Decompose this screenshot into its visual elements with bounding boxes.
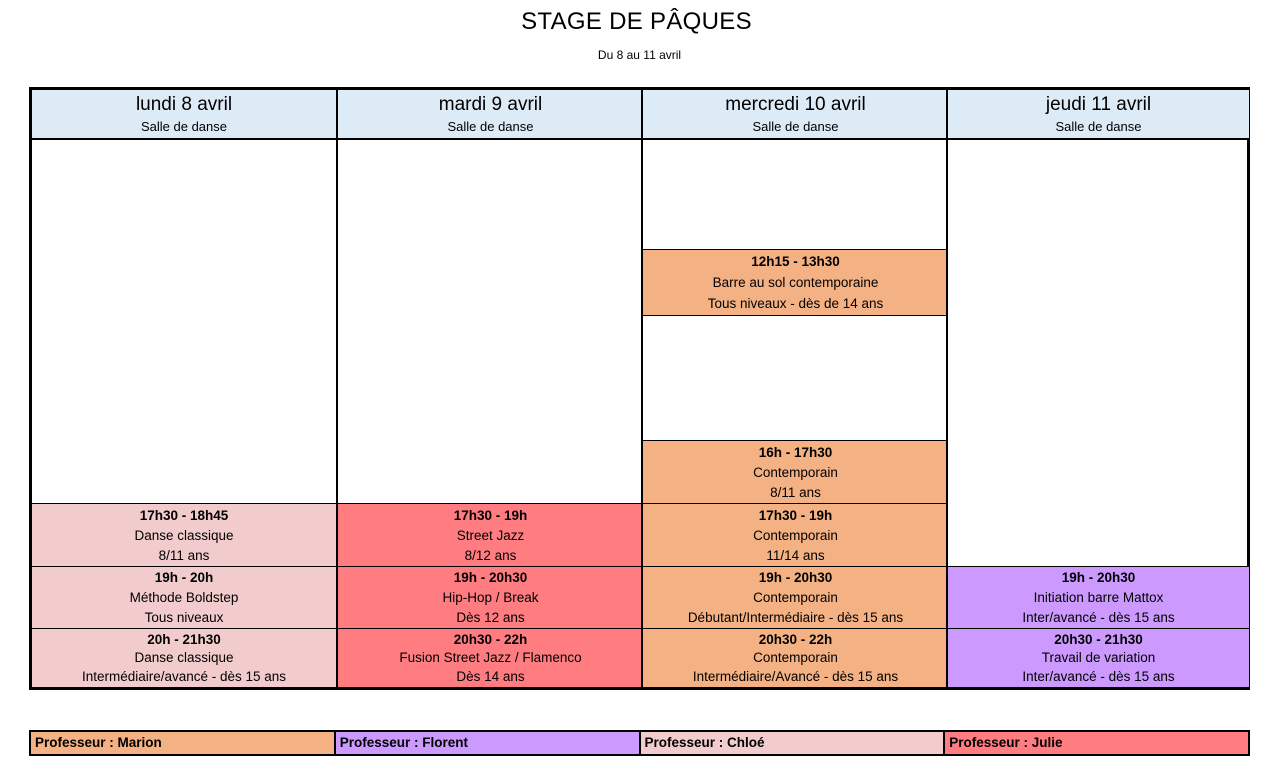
day-name: lundi 8 avril [135,94,233,115]
session-time: 20h30 - 22h [453,631,528,647]
day-header [338,90,643,140]
session-time: 20h30 - 21h30 [1054,631,1143,647]
session-level: Dès 14 ans [456,669,525,685]
session-course: Fusion Street Jazz / Flamenco [399,650,582,666]
session-course: Hip-Hop / Break [442,589,539,605]
session-time: 19h - 20h30 [453,570,528,586]
day-column-jeudi [946,90,1249,687]
legend-item-julie: Professeur : Julie [943,732,1248,754]
day-room: Salle de danse [1055,119,1142,134]
session-course: Barre au sol contemporaine [712,275,879,290]
day-column-lundi [32,90,336,687]
session-cell [643,440,948,503]
day-name: mardi 9 avril [438,94,543,115]
session-time: 20h30 - 22h [758,631,833,647]
day-header [32,90,336,140]
session-cell [32,628,336,687]
session-course: Danse classique [134,527,234,543]
day-name: mercredi 10 avril [725,94,866,115]
session-cell [32,503,336,566]
session-course: Méthode Boldstep [129,589,239,605]
day-header [948,90,1249,140]
session-course: Initiation barre Mattox [1033,589,1164,605]
session-cell [338,566,643,628]
session-course: Danse classique [134,650,234,666]
session-time: 17h30 - 19h [758,507,833,523]
day-room: Salle de danse [447,119,534,134]
session-cell [643,503,948,566]
session-time: 12h15 - 13h30 [751,254,840,269]
session-level: 11/14 ans [766,547,825,563]
session-level: Intermédiaire/avancé - dès 15 ans [81,669,287,685]
day-room: Salle de danse [140,119,227,134]
session-time: 19h - 20h [154,570,214,586]
legend-item-florent: Professeur : Florent [334,732,639,754]
session-level: 8/12 ans [464,547,517,563]
session-level: 8/11 ans [158,547,210,563]
day-header [643,90,948,140]
session-level: Débutant/Intermédiaire - dès 15 ans [687,609,904,625]
session-course: Contemporain [753,464,838,480]
session-course: Contemporain [753,650,838,666]
day-room: Salle de danse [752,119,839,134]
session-cell [948,566,1249,628]
day-column-mardi [336,90,643,687]
session-cell [32,566,336,628]
day-name: jeudi 11 avril [1045,94,1152,115]
session-course: Contemporain [753,527,838,543]
session-level: Tous niveaux [144,609,224,625]
session-time: 20h - 21h30 [147,631,221,647]
session-time: 17h30 - 18h45 [139,507,229,523]
session-course: Travail de variation [1041,650,1156,666]
session-level: Intermédiaire/Avancé - dès 15 ans [692,669,899,685]
session-level: Inter/avancé - dès 15 ans [1022,669,1175,685]
session-cell [338,628,643,687]
legend-item-chloe: Professeur : Chloé [639,732,944,754]
session-cell [643,249,948,316]
session-level: Dès 12 ans [456,609,525,625]
page-subtitle: Du 8 au 11 avril [597,48,682,62]
session-time: 19h - 20h30 [1061,570,1136,586]
day-column-mercredi [641,90,948,687]
session-course: Street Jazz [456,527,525,543]
session-cell [338,503,643,566]
session-time: 17h30 - 19h [453,507,528,523]
session-level: Inter/avancé - dès 15 ans [1022,609,1175,625]
schedule-grid [29,87,1250,690]
page-title: STAGE DE PÂQUES [521,8,752,35]
session-level: 8/11 ans [770,484,821,500]
session-time: 16h - 17h30 [758,444,833,460]
legend-item-marion: Professeur : Marion [31,732,334,754]
session-level: Tous niveaux - dès de 14 ans [707,296,884,311]
session-time: 19h - 20h30 [758,570,833,586]
session-cell [948,628,1249,687]
teacher-legend [29,730,1250,756]
session-course: Contemporain [753,589,838,605]
session-cell [643,566,948,628]
session-cell [643,628,948,687]
